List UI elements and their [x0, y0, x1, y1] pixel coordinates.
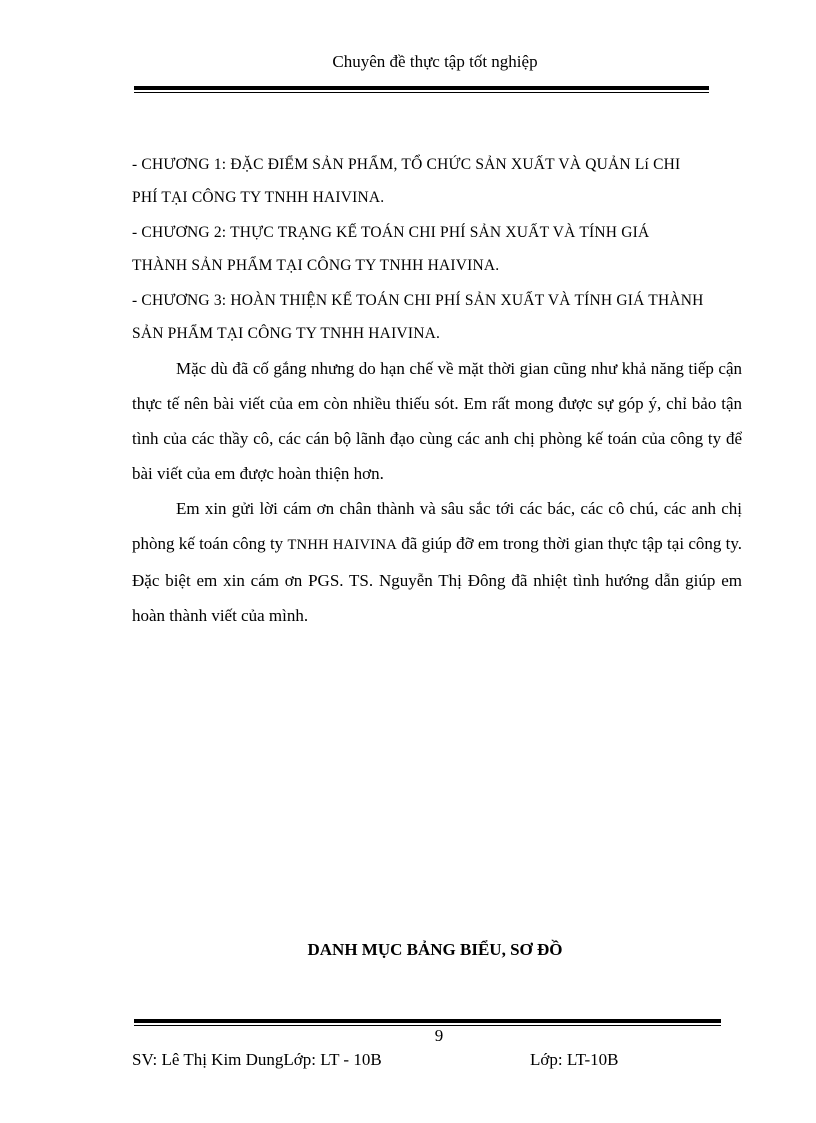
chapter-1-line-1: - CHƯƠNG 1: ĐẶC ĐIỂM SẢN PHẨM, TỔ CHỨC SẢN XUẤT VÀ QUẢN Lí CHI: [132, 156, 681, 173]
section-heading: DANH MỤC BẢNG BIỂU, SƠ ĐỒ: [307, 940, 563, 959]
page-number: 9: [434, 1026, 444, 1045]
page-header-title: Chuyên đề thực tập tốt nghiệp: [332, 52, 538, 71]
paragraph-thanks-before: Em xin gửi lời cám ơn chân thành và sâu sắc tới các bác, các cô chú, các anh chị phòng kế toán công ty: [132, 499, 742, 553]
header-rule-thick: [134, 86, 709, 90]
chapter-2-line-2: THÀNH SẢN PHẨM TẠI CÔNG TY TNHH HAIVINA.: [132, 257, 500, 274]
footer-class: Lớp: LT-10B: [530, 1050, 619, 1069]
chapter-3-line-1: - CHƯƠNG 3: HOÀN THIỆN KẾ TOÁN CHI PHÍ SẢN XUẤT VÀ TÍNH GIÁ THÀNH: [132, 292, 704, 309]
footer-student: SV: Lê Thị Kim DungLớp: LT - 10B: [132, 1050, 382, 1069]
paragraph-thanks: [132, 491, 742, 633]
chapter-3-line-2: SẢN PHẨM TẠI CÔNG TY TNHH HAIVINA.: [132, 325, 441, 342]
chapter-1-line-2: PHÍ TẠI CÔNG TY TNHH HAIVINA.: [132, 189, 385, 206]
paragraph-acknowledgement-limitations: Mặc dù đã cố gắng nhưng do hạn chế về mặt thời gian cũng như khả năng tiếp cận thực tế nên bài viết của em còn nhiều thiếu sót. Em rất mong được sự góp ý, chỉ bảo tận tình của các thầy cô, các cán bộ lãnh đạo cùng các anh chị phòng kế toán của công ty để bài viết của em được hoàn thiện hơn.: [132, 359, 742, 483]
paragraph-thanks-company: TNHH HAIVINA: [287, 537, 397, 553]
chapter-item-1: [132, 148, 742, 214]
header-rule-thin: [134, 92, 709, 93]
footer-rule-thick: [134, 1019, 721, 1023]
chapter-item-3: [132, 284, 742, 350]
chapter-2-line-1: - CHƯƠNG 2: THỰC TRẠNG KẾ TOÁN CHI PHÍ SẢN XUẤT VÀ TÍNH GIÁ: [132, 224, 650, 241]
paragraph-thanks-after: đã giúp đỡ em trong thời gian thực tập tại công ty. Đặc biệt em xin cám ơn PGS. TS. Nguyễn Thị Đông đã nhiệt tình hướng dẫn giúp em hoàn thành viết của mình.: [132, 534, 743, 625]
chapter-item-2: [132, 216, 742, 282]
